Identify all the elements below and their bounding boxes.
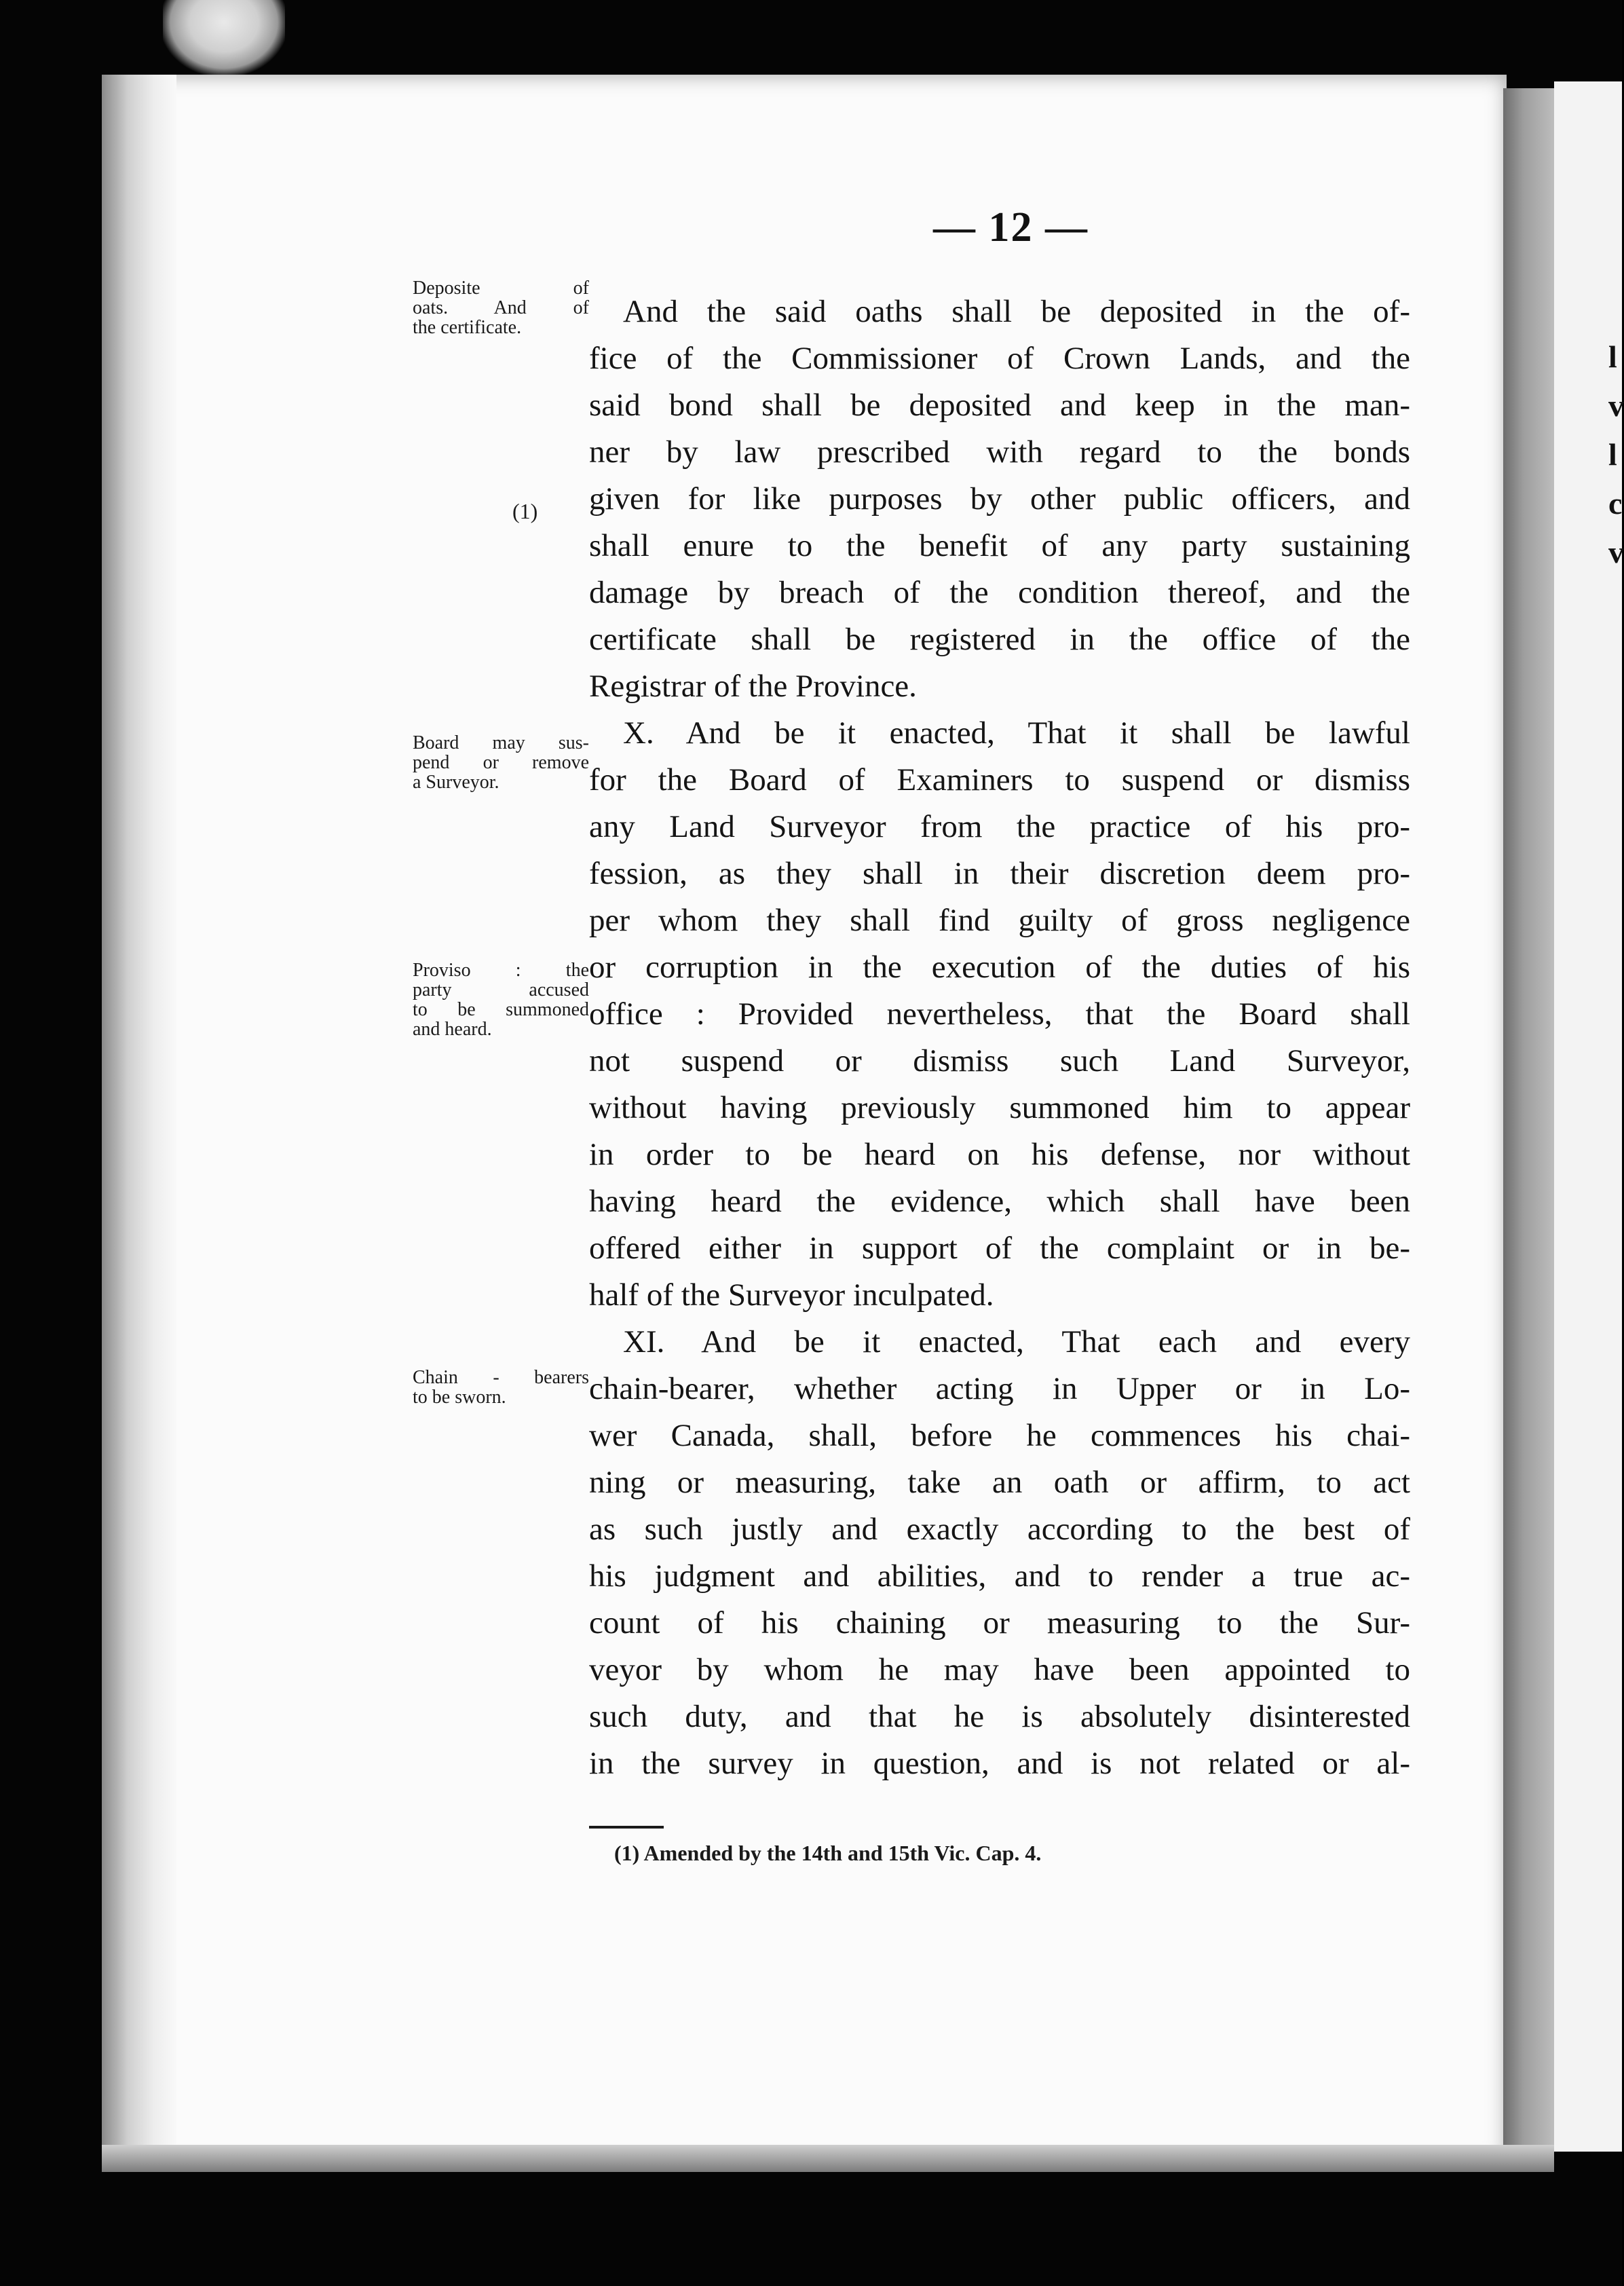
text-line: in order to be heard on his defense, nor without xyxy=(589,1137,1410,1172)
text-line: or corruption in the execution of the duties of his xyxy=(589,950,1410,985)
text-line: wer Canada, shall, before he commences his chai- xyxy=(589,1418,1410,1453)
page-bottom-edge xyxy=(102,2145,1554,2172)
margin-note-line: to be sworn. xyxy=(413,1387,506,1408)
margin-note-line: pend or remove xyxy=(413,752,589,773)
text-line: per whom they shall find guilty of gross negligence xyxy=(589,903,1410,938)
text-line: said bond shall be deposited and keep in the man- xyxy=(589,388,1410,423)
text-line: without having previously summoned him to appear xyxy=(589,1090,1410,1125)
adjacent-mark: v xyxy=(1608,535,1624,569)
adjacent-mark: v xyxy=(1608,388,1624,423)
margin-note-line: the certificate. xyxy=(413,317,522,338)
margin-note-line: Board may sus- xyxy=(413,732,589,753)
page-gutter xyxy=(102,75,176,2165)
page-binding-shadow xyxy=(1503,88,1554,2145)
text-line: XI. And be it enacted, That each and every xyxy=(623,1324,1410,1360)
margin-note-line: and heard. xyxy=(413,1019,492,1040)
text-line: such duty, and that he is absolutely disinterested xyxy=(589,1699,1410,1734)
margin-note-line: Proviso : the xyxy=(413,960,589,981)
text-line: fice of the Commissioner of Crown Lands, and the xyxy=(589,341,1410,376)
text-line: X. And be it enacted, That it shall be lawful xyxy=(623,715,1410,751)
margin-note-line: party accused xyxy=(413,979,589,1000)
adjacent-mark: c xyxy=(1608,486,1623,521)
margin-note-line: Chain - bearers xyxy=(413,1367,589,1388)
margin-note-chain xyxy=(413,1368,589,1407)
text-line: as such justly and exactly according to the best of xyxy=(589,1512,1410,1547)
text-line: Registrar of the Province. xyxy=(589,669,917,704)
footnote: (1) Amended by the 14th and 15th Vic. Cap. 4. xyxy=(614,1841,1042,1865)
margin-note-line: oats. And of xyxy=(413,297,589,318)
text-line: count of his chaining or measuring to the Sur- xyxy=(589,1605,1410,1641)
margin-note-line: to be summoned xyxy=(413,999,589,1020)
text-line: certificate shall be registered in the office of the xyxy=(589,622,1410,657)
torn-corner xyxy=(163,0,285,75)
text-line: half of the Surveyor inculpated. xyxy=(589,1277,994,1313)
text-line: any Land Surveyor from the practice of his pro- xyxy=(589,809,1410,844)
footnote-rule xyxy=(589,1826,664,1829)
text-line: ner by law prescribed with regard to the bonds xyxy=(589,434,1410,470)
margin-note-line: Deposite of xyxy=(413,278,589,299)
text-line: shall enure to the benefit of any party sustaining xyxy=(589,528,1410,563)
text-line: fession, as they shall in their discretion deem pro- xyxy=(589,856,1410,891)
text-line: for the Board of Examiners to suspend or dismiss xyxy=(589,762,1410,798)
text-line: having heard the evidence, which shall have been xyxy=(589,1184,1410,1219)
adjacent-mark: l xyxy=(1608,339,1617,374)
page-number: — 12 — xyxy=(933,204,1089,250)
margin-note-board xyxy=(413,733,589,792)
adjacent-page-text xyxy=(1608,333,1622,577)
text-line: ning or measuring, take an oath or affirm, to act xyxy=(589,1465,1410,1500)
text-line: not suspend or dismiss such Land Surveyor, xyxy=(589,1043,1410,1079)
text-line: given for like purposes by other public officers, and xyxy=(589,481,1410,517)
text-line: his judgment and abilities, and to render a true ac- xyxy=(589,1558,1410,1594)
text-line: And the said oaths shall be deposited in the of- xyxy=(623,294,1410,329)
text-line: in the survey in question, and is not related or al- xyxy=(589,1746,1410,1781)
text-line: chain-bearer, whether acting in Upper or in Lo- xyxy=(589,1371,1410,1406)
margin-note-proviso xyxy=(413,960,589,1039)
adjacent-mark: l xyxy=(1608,437,1617,472)
text-line: damage by breach of the condition thereof, and the xyxy=(589,575,1410,610)
text-line: office : Provided nevertheless, that the Board shall xyxy=(589,996,1410,1032)
margin-note-deposite xyxy=(413,278,589,337)
text-line: veyor by whom he may have been appointed to xyxy=(589,1652,1410,1687)
text-line: offered either in support of the complaint or in be- xyxy=(589,1231,1410,1266)
footnote-marker: (1) xyxy=(512,499,538,523)
body-text xyxy=(589,288,1410,1787)
margin-note-line: a Surveyor. xyxy=(413,772,499,793)
